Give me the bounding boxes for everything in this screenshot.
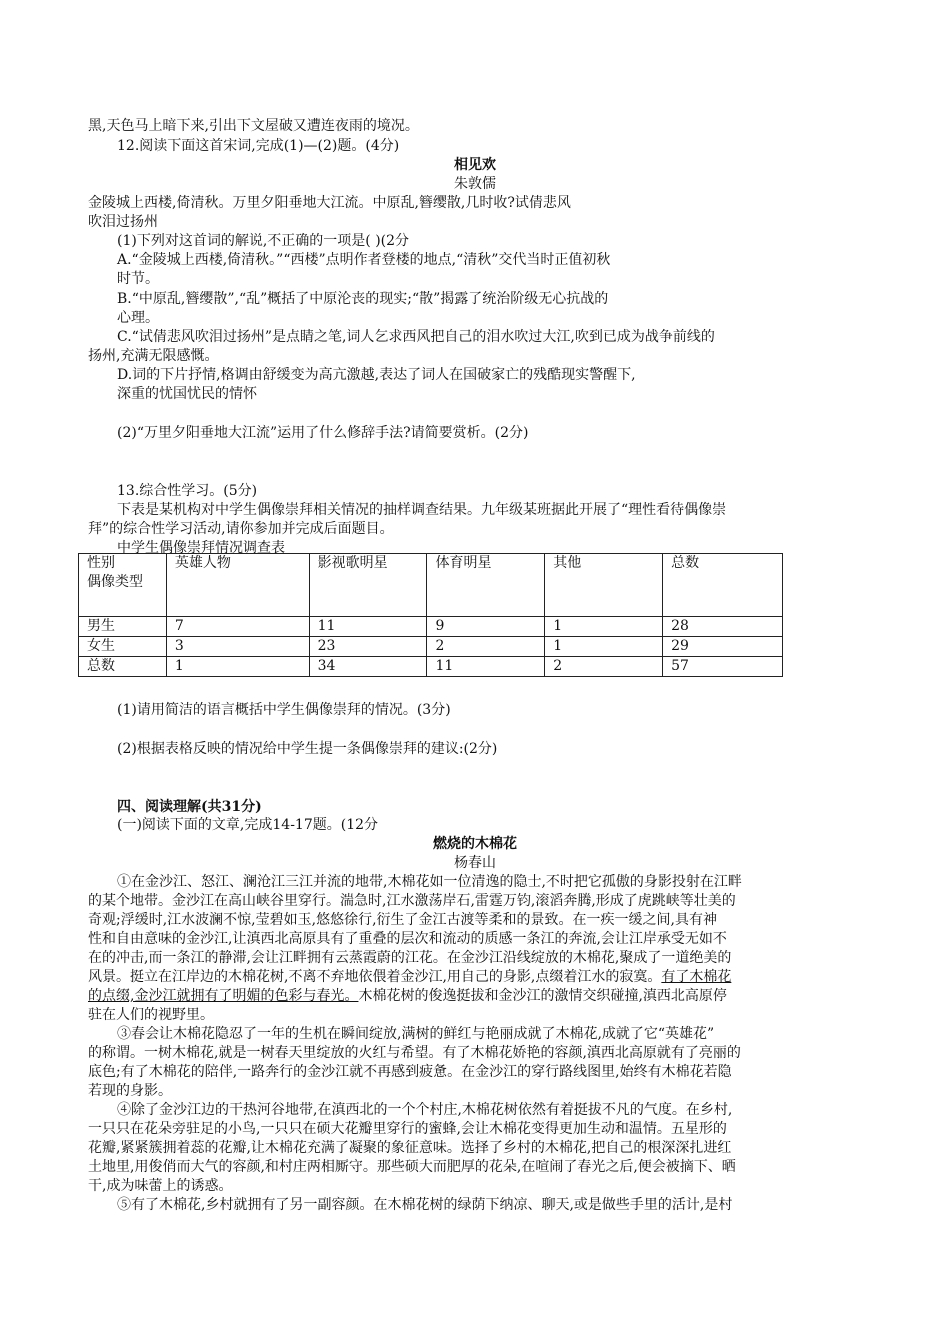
option-c-cont: 扬州,充满无限感慨。 xyxy=(88,348,219,364)
table-cell: 34 xyxy=(309,657,427,677)
table-cell: 29 xyxy=(663,637,783,657)
table-cell: 1 xyxy=(166,657,309,677)
underlined-sentence: 的点缀,金沙江就拥有了明媚的色彩与春光。 xyxy=(88,988,359,1004)
paragraph-line: ④除了金沙江边的干热河谷地带,在滇西北的一个个村庄,木棉花树依然有着挺拔不凡的气度。在乡村, xyxy=(117,1102,733,1118)
table-header-row xyxy=(79,554,783,617)
subquestion-13-2: (2)根据表格反映的情况给中学生提一条偶像崇拜的建议:(2分) xyxy=(117,741,498,757)
underlined-sentence: 有了木棉花 xyxy=(661,969,732,985)
survey-table xyxy=(78,553,783,677)
table-header-cell: 英雄人物 xyxy=(166,554,309,617)
paragraph-line: 若现的身影。 xyxy=(88,1083,172,1099)
paragraph-line: 干,成为味蕾上的诱惑。 xyxy=(88,1178,233,1194)
table-header-cell: 影视歌明星 xyxy=(309,554,427,617)
paragraph-line: 驻在人们的视野里。 xyxy=(88,1007,214,1023)
table-cell: 1 xyxy=(545,617,663,637)
option-a-cont: 时节。 xyxy=(117,271,159,287)
paragraph-line: ⑤有了木棉花,乡村就拥有了另一副容颜。在木棉花树的绿荫下纳凉、聊天,或是做些手里的活计,是村 xyxy=(117,1197,733,1213)
subquestion-2: (2)“万里夕阳垂地大江流”运用了什么修辞手法?请简要赏析。(2分) xyxy=(117,425,529,441)
table-header-cell: 性别 偶像类型 xyxy=(79,554,167,617)
table-cell: 7 xyxy=(166,617,309,637)
paragraph-line: 一只只在花朵旁驻足的小鸟,一只只在硕大花瓣里穿行的蜜蜂,会让木棉花变得更加生动和温情。五星形的 xyxy=(88,1121,727,1137)
paragraph-line: 奇观;浮缓时,江水波澜不惊,莹碧如玉,悠悠徐行,衍生了金江古渡等柔和的景致。在一疾一缓之间,具有神 xyxy=(88,912,717,928)
table-cell: 2 xyxy=(427,637,545,657)
table-row xyxy=(79,637,783,657)
table-row xyxy=(79,657,783,677)
article-author: 杨春山 xyxy=(454,855,496,871)
poem-text: 金陵城上西楼,倚清秋。万里夕阳垂地大江流。中原乱,簪缨散,几时收?试倩悲风 xyxy=(88,195,571,211)
paragraph-line: ③春会让木棉花隐忍了一年的生机在瞬间绽放,满树的鲜红与艳丽成就了木棉花,成就了它“英雄花” xyxy=(117,1026,715,1042)
option-b-cont: 心理。 xyxy=(117,310,159,326)
subquestion-1: (1)下列对这首词的解说,不正确的一项是( )(2分 xyxy=(117,233,410,249)
table-cell: 28 xyxy=(663,617,783,637)
option-a: A.“金陵城上西楼,倚清秋。”“西楼”点明作者登楼的地点,“清秋”交代当时正值初秋 xyxy=(117,252,611,268)
table-cell: 男生 xyxy=(79,617,167,637)
option-d-cont: 深重的忧国忧民的情怀 xyxy=(117,386,257,402)
table-cell: 9 xyxy=(427,617,545,637)
table-cell: 57 xyxy=(663,657,783,677)
paragraph-line: 底色;有了木棉花的陪伴,一路奔行的金沙江就不再感到疲惫。在金沙江的穿行路线图里,始终有木棉花若隐 xyxy=(88,1064,732,1080)
table-cell: 总数 xyxy=(79,657,167,677)
option-d: D.词的下片抒情,格调由舒缓变为高亢激越,表达了词人在国破家亡的残酷现实警醒下, xyxy=(117,367,636,383)
option-c: C.“试倩悲风吹泪过扬州”是点睛之笔,词人乞求西风把自己的泪水吹过大江,吹到已成为战争前线的 xyxy=(117,329,715,345)
article-title: 燃烧的木棉花 xyxy=(433,836,517,852)
table-caption: 中学生偶像崇拜情况调查表 xyxy=(117,540,285,556)
table-cell: 3 xyxy=(166,637,309,657)
table-cell: 女生 xyxy=(79,637,167,657)
poem-text: 吹泪过扬州 xyxy=(88,214,158,230)
question-13-text: 拜”的综合性学习活动,请你参加并完成后面题目。 xyxy=(88,521,394,537)
table-row xyxy=(79,617,783,637)
paragraph-line: 性和自由意味的金沙江,让滇西北高原具有了重叠的层次和流动的质感一条江的奔流,会让江岸承受无如不 xyxy=(88,931,727,947)
paragraph-line: 土地里,用俊俏而大气的容颜,和村庄两相厮守。那些硕大而肥厚的花朵,在喧闹了春光之后,便会被摘下、晒 xyxy=(88,1159,736,1175)
paragraph-text: 风景。挺立在江岸边的木棉花树,不离不弃地依偎着金沙江,用自己的身影,点缀着江水的寂寞。 xyxy=(88,969,662,985)
paragraph-line xyxy=(88,967,731,987)
option-b: B.“中原乱,簪缨散”,“乱”概括了中原沦丧的现实;“散”揭露了统治阶级无心抗战的 xyxy=(117,291,609,307)
paragraph-text: 木棉花树的俊逸挺拔和金沙江的激情交织碰撞,滇西北高原停 xyxy=(358,988,727,1004)
question-12-heading: 12.阅读下面这首宋词,完成(1)—(2)题。(4分) xyxy=(117,138,400,154)
paragraph-line: 的称谓。一树木棉花,就是一树春天里绽放的火红与希望。有了木棉花娇艳的容颜,滇西北高原就有了亮丽的 xyxy=(88,1045,741,1061)
table-cell: 1 xyxy=(545,637,663,657)
table-header-cell: 体育明星 xyxy=(427,554,545,617)
paragraph-line xyxy=(88,986,727,1006)
subquestion-13-1: (1)请用简洁的语言概括中学生偶像崇拜的情况。(3分) xyxy=(117,702,451,718)
section-title: 四、阅读理解(共31分) xyxy=(117,799,262,815)
table-cell: 2 xyxy=(545,657,663,677)
question-13-text: 下表是某机构对中学生偶像崇拜相关情况的抽样调查结果。九年级某班据此开展了“理性看待偶像崇 xyxy=(117,502,727,518)
question-13-heading: 13.综合性学习。(5分) xyxy=(117,483,258,499)
poem-title: 相见欢 xyxy=(454,157,496,173)
table-cell: 11 xyxy=(309,617,427,637)
text-line: 黑,天色马上暗下来,引出下文屋破又遭连夜雨的境况。 xyxy=(88,118,419,134)
paragraph-line: ①在金沙江、怒江、澜沧江三江并流的地带,木棉花如一位清逸的隐士,不时把它孤傲的身影投射在江畔 xyxy=(117,874,742,890)
table-header-cell: 总数 xyxy=(663,554,783,617)
poem-author: 朱敦儒 xyxy=(454,176,496,192)
paragraph-line: 在的冲击,而一条江的静滞,会让江畔拥有云蒸霞蔚的江花。在金沙江沿线绽放的木棉花,聚成了一道绝美的 xyxy=(88,950,732,966)
table-cell: 11 xyxy=(427,657,545,677)
table-cell: 23 xyxy=(309,637,427,657)
table-header-cell: 其他 xyxy=(545,554,663,617)
paragraph-line: 花瓣,紧紧簇拥着蕊的花瓣,让木棉花充满了凝聚的象征意味。选择了乡村的木棉花,把自己的根深深扎进红 xyxy=(88,1140,732,1156)
paragraph-line: 的某个地带。金沙江在高山峡谷里穿行。湍急时,江水激荡岸石,雷霆万钧,滚滔奔腾,形成了虎跳峡等壮美的 xyxy=(88,893,736,909)
reading-instruction: (一)阅读下面的文章,完成14-17题。(12分 xyxy=(117,817,379,833)
